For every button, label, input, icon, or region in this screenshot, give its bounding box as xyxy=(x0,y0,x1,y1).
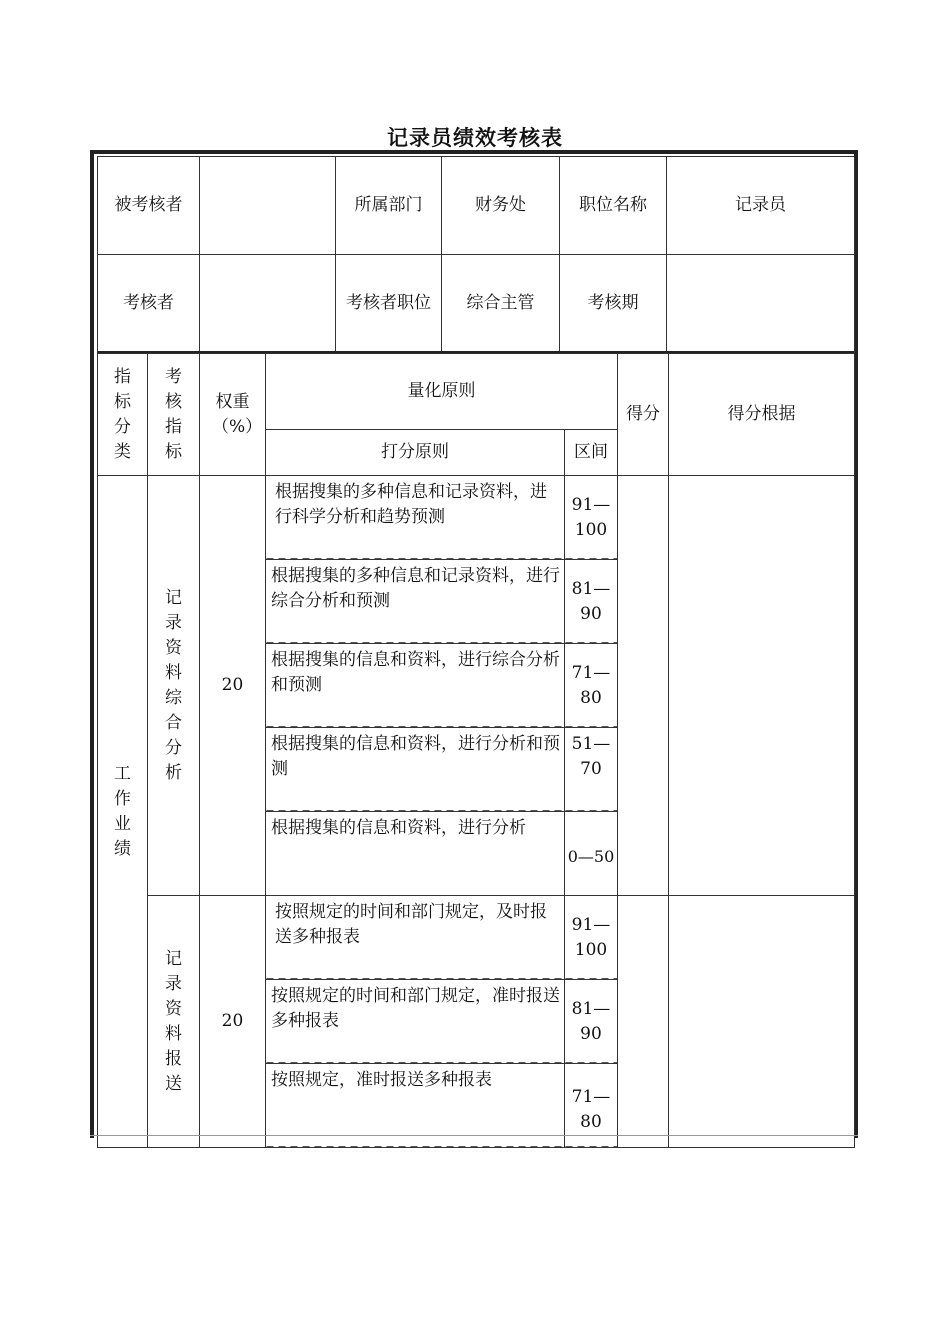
range-cell: 81—90 xyxy=(565,980,618,1064)
scoring-rule-cell: 根据搜集的信息和资料，进行综合分析和预测 xyxy=(266,644,565,728)
col-category-label: 指标分类 xyxy=(114,366,131,462)
range-cell: 51—70 xyxy=(565,728,618,812)
col-category xyxy=(98,354,148,476)
header-table xyxy=(97,156,855,353)
col-basis: 得分根据 xyxy=(669,354,855,476)
score-cell[interactable] xyxy=(618,896,669,1148)
period-label: 考核期 xyxy=(560,255,667,353)
col-indicator-label: 考核指标 xyxy=(165,366,182,462)
indicator-cell xyxy=(148,476,200,896)
col-range: 区间 xyxy=(565,430,618,476)
evaluator-position-value[interactable]: 综合主管 xyxy=(442,255,560,353)
range-cell: 81—90 xyxy=(565,560,618,644)
scoring-rule-cell: 按照规定的时间和部门规定，准时报送多种报表 xyxy=(266,980,565,1064)
frame-bottom-line xyxy=(90,1135,858,1136)
evaluator-position-label-text: 考核者职位 xyxy=(346,293,431,313)
evaluator-value[interactable] xyxy=(200,255,336,353)
evaluatee-value[interactable] xyxy=(200,157,336,255)
col-quant: 量化原则 xyxy=(266,354,618,430)
range-cell: 71—80 xyxy=(565,1064,618,1148)
scoring-rule-cell: 根据搜集的信息和资料，进行分析 xyxy=(266,812,565,896)
col-weight xyxy=(200,354,266,476)
category-cell xyxy=(98,476,148,1148)
position-value[interactable]: 记录员 xyxy=(667,157,855,255)
score-cell[interactable] xyxy=(618,476,669,896)
position-label: 职位名称 xyxy=(560,157,667,255)
evaluator-label: 考核者 xyxy=(98,255,200,353)
scoring-rule-cell: 按照规定的时间和部门规定，及时报送多种报表 xyxy=(266,896,565,980)
basis-cell[interactable] xyxy=(669,476,855,896)
indicator-cell xyxy=(148,896,200,1148)
table-row xyxy=(98,476,855,560)
main-table xyxy=(97,353,855,1148)
col-weight-label: 权重（%） xyxy=(212,391,263,437)
range-cell: 91—100 xyxy=(565,896,618,980)
scoring-rule-cell: 根据搜集的多种信息和记录资料，进行综合分析和预测 xyxy=(266,560,565,644)
scoring-rule-cell: 根据搜集的信息和资料，进行分析和预测 xyxy=(266,728,565,812)
table-row xyxy=(98,896,855,980)
dept-value[interactable]: 财务处 xyxy=(442,157,560,255)
header-row-2 xyxy=(98,255,855,353)
header-row-1 xyxy=(98,157,855,255)
weight-cell: 20 xyxy=(200,896,266,1148)
indicator-name: 记录资料报送 xyxy=(165,948,182,1094)
scoring-rule-cell: 根据搜集的多种信息和记录资料，进行科学分析和趋势预测 xyxy=(266,476,565,560)
dept-label: 所属部门 xyxy=(336,157,442,255)
evaluatee-label: 被考核者 xyxy=(98,157,200,255)
category-name: 工作业绩 xyxy=(114,763,131,859)
basis-cell[interactable] xyxy=(669,896,855,1148)
page-title: 记录员绩效考核表 xyxy=(387,125,563,150)
indicator-name: 记录资料综合分析 xyxy=(165,587,182,783)
range-cell: 91—100 xyxy=(565,476,618,560)
scoring-rule-cell: 按照规定，准时报送多种报表 xyxy=(266,1064,565,1148)
range-cell: 0—50 xyxy=(565,812,618,896)
col-indicator xyxy=(148,354,200,476)
col-score: 得分 xyxy=(618,354,669,476)
weight-cell: 20 xyxy=(200,476,266,896)
column-header-row-1 xyxy=(98,354,855,430)
range-cell: 71—80 xyxy=(565,644,618,728)
period-value[interactable] xyxy=(667,255,855,353)
col-scoring-rule: 打分原则 xyxy=(266,430,565,476)
evaluator-position-label xyxy=(336,255,442,353)
